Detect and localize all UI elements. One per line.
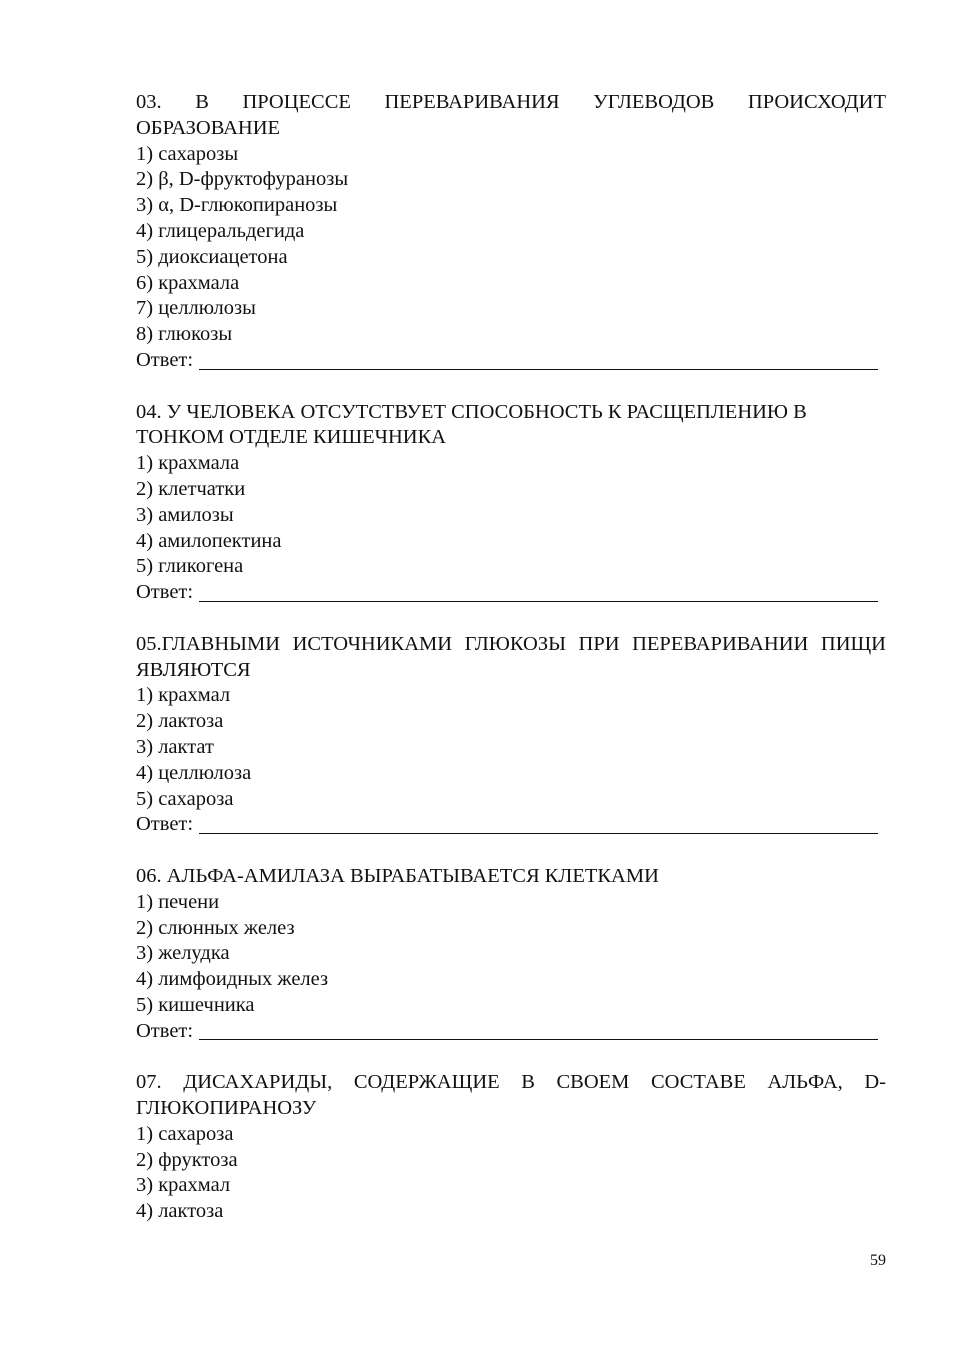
option-item: 2) клетчатки bbox=[136, 477, 246, 500]
option-item: 4) целлюлоза bbox=[136, 761, 252, 784]
option-item: 3) крахмал bbox=[136, 1174, 231, 1197]
option-item: 4) лимфоидных желез bbox=[136, 968, 329, 991]
question-04 bbox=[136, 400, 886, 606]
answer-label: Ответ: bbox=[136, 813, 194, 836]
question-title: 07. ДИСАХАРИДЫ, СОДЕРЖАЩИЕ В СВОЕМ СОСТАВЕ АЛЬФА, D-ГЛЮКОПИРАНОЗУ bbox=[136, 1071, 886, 1120]
option-item: 2) фруктоза bbox=[136, 1148, 238, 1171]
option-item: 1) крахмала bbox=[136, 452, 240, 475]
answer-label: Ответ: bbox=[136, 348, 194, 371]
answer-line[interactable] bbox=[199, 351, 878, 370]
option-item: 1) печени bbox=[136, 890, 220, 913]
option-item: 8) глюкозы bbox=[136, 323, 233, 346]
answer-row bbox=[136, 812, 878, 838]
answer-line[interactable] bbox=[199, 583, 878, 602]
answer-label: Ответ: bbox=[136, 1019, 194, 1042]
question-07 bbox=[136, 1070, 886, 1225]
answer-line[interactable] bbox=[199, 815, 878, 834]
option-item: 3) амилозы bbox=[136, 503, 234, 526]
question-05 bbox=[136, 632, 886, 838]
option-item: 2) лактоза bbox=[136, 710, 224, 733]
option-item: 5) кишечника bbox=[136, 993, 255, 1016]
option-item: 4) лактоза bbox=[136, 1200, 224, 1223]
option-item: 2) β, D-фруктофуранозы bbox=[136, 168, 349, 191]
question-03 bbox=[136, 90, 886, 374]
document-page bbox=[136, 90, 886, 1251]
option-item: 3) лактат bbox=[136, 735, 214, 758]
option-item: 4) амилопектина bbox=[136, 529, 282, 552]
option-item: 7) целлюлозы bbox=[136, 297, 256, 320]
option-item: 5) диоксиацетона bbox=[136, 245, 288, 268]
option-item: 5) сахароза bbox=[136, 787, 234, 810]
question-06 bbox=[136, 864, 886, 1045]
answer-row bbox=[136, 580, 878, 606]
option-item: 3) желудка bbox=[136, 942, 230, 965]
question-title: 04. У ЧЕЛОВЕКА ОТСУТСТВУЕТ СПОСОБНОСТЬ К РАСЩЕПЛЕНИЮ В ТОНКОМ ОТДЕЛЕ КИШЕЧНИКА bbox=[136, 400, 807, 449]
option-item: 3) α, D-глюкопиранозы bbox=[136, 194, 338, 217]
option-item: 2) слюнных желез bbox=[136, 916, 295, 939]
option-item: 1) сахароза bbox=[136, 1122, 234, 1145]
option-item: 5) гликогена bbox=[136, 555, 244, 578]
answer-row bbox=[136, 348, 878, 374]
question-title: 06. АЛЬФА-АМИЛАЗА ВЫРАБАТЫВАЕТСЯ КЛЕТКАМИ bbox=[136, 864, 659, 887]
option-item: 1) сахарозы bbox=[136, 142, 239, 165]
answer-row bbox=[136, 1019, 878, 1045]
answer-line[interactable] bbox=[199, 1021, 878, 1040]
question-title: 03. В ПРОЦЕССЕ ПЕРЕВАРИВАНИЯ УГЛЕВОДОВ ПРОИСХОДИТ ОБРАЗОВАНИЕ bbox=[136, 91, 886, 139]
option-item: 4) глицеральдегида bbox=[136, 219, 305, 242]
page-number: 59 bbox=[870, 1252, 886, 1269]
answer-label: Ответ: bbox=[136, 581, 194, 604]
option-item: 1) крахмал bbox=[136, 684, 231, 707]
option-item: 6) крахмала bbox=[136, 271, 240, 294]
question-title: 05.ГЛАВНЫМИ ИСТОЧНИКАМИ ГЛЮКОЗЫ ПРИ ПЕРЕВАРИВАНИИ ПИЩИ ЯВЛЯЮТСЯ bbox=[136, 632, 886, 681]
